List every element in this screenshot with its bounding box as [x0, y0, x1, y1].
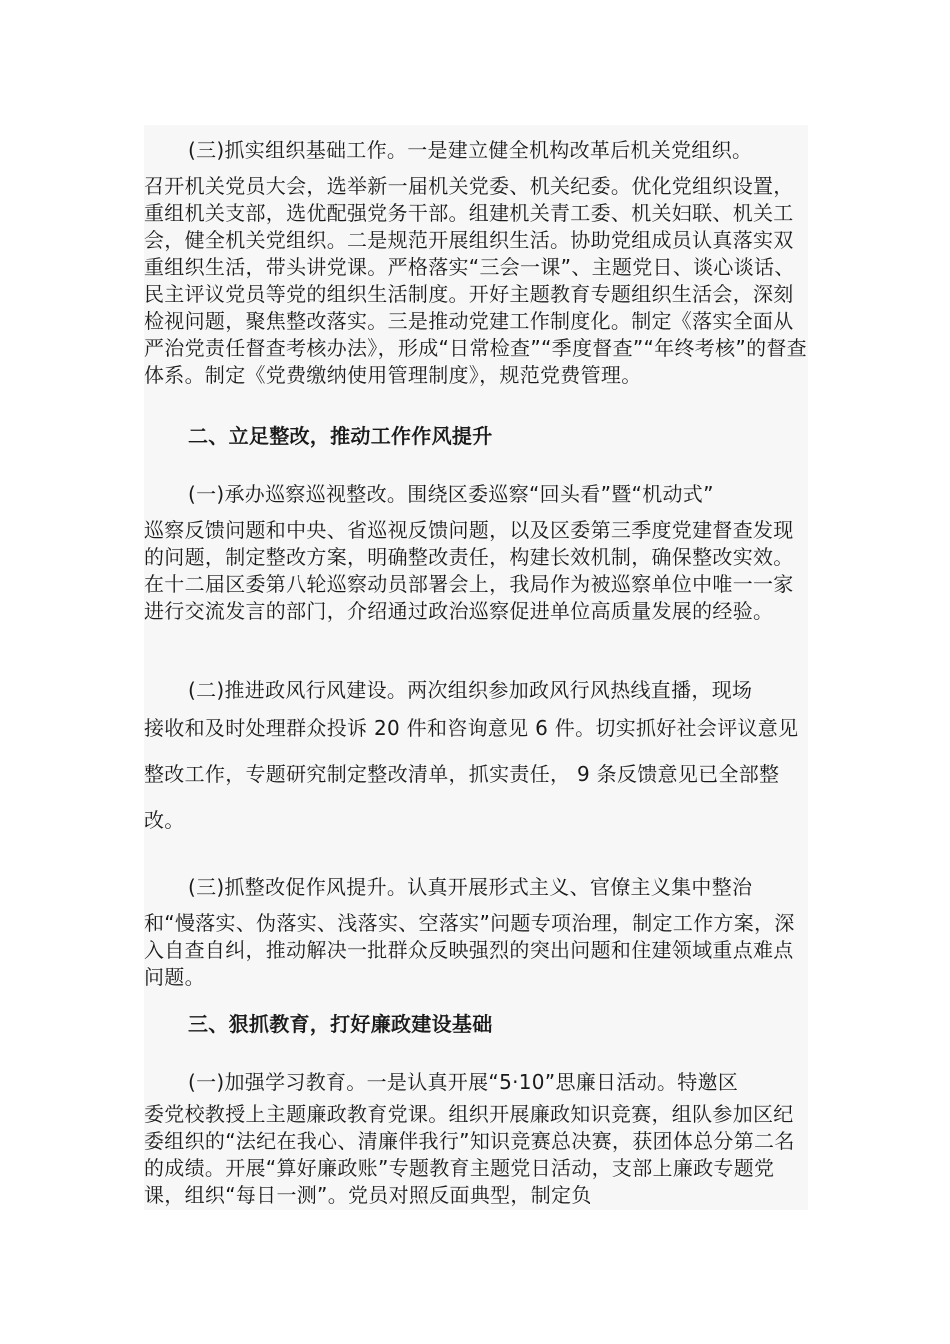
paragraph-body: 接收和及时处理群众投诉 20 件和咨询意见 6 件。切实抓好社会评议意见整改工作，专题研究制定整改清单，抓实责任， 9 条反馈意见已全部整改。 — [144, 716, 799, 832]
paragraph-body: 巡察反馈问题和中央、省巡视反馈问题，以及区委第三季度党建督查发现的问题，制定整改方案，明确整改责任，构建长效机制，确保整改实效。在十二届区委第八轮巡察动员部署会上，我局作为被巡察单位中唯一一家进行交流发言的部门，介绍通过政治巡察促进单位高质量发展的经验。 — [144, 518, 794, 623]
paragraph-first-line: (一)承办巡察巡视整改。围绕区委巡察“回头看”暨“机动式” — [188, 482, 714, 506]
paragraph-work-style — [144, 675, 808, 843]
paragraph-study-education — [144, 1067, 808, 1209]
paragraph-first-line: (二)推进政风行风建设。两次组织参加政风行风热线直播，现场 — [188, 678, 753, 702]
document-page — [144, 125, 808, 1210]
paragraph-inspection-rectification — [144, 479, 808, 625]
paragraph-body: 和“慢落实、伪落实、浅落实、空落实”问题专项治理，制定工作方案，深入自查自纠，推动解决一批群众反映强烈的突出问题和住建领域重点难点问题。 — [144, 911, 795, 989]
paragraph-rectification-style — [144, 872, 808, 991]
section-heading-rectification: 二、立足整改，推动工作作风提升 — [188, 424, 493, 448]
paragraph-body: 召开机关党员大会，选举新一届机关党委、机关纪委。优化党组织设置，重组机关支部，选优配强党务干部。组建机关青工委、机关妇联、机关工会，健全机关党组织。二是规范开展组织生活。协助党组成员认真落实双重组织生活，带头讲党课。严格落实“三会一课”、主题党日、谈心谈话、民主评议党员等党的组织生活制度。开好主题教育专题组织生活会，深刻检视问题，聚焦整改落实。三是推动党建工作制度化。制定《落实全面从严治党责任督查考核办法》，形成“日常检查”“季度督查”“年终考核”的督查体系。制定《党费缴纳使用管理制度》，规范党费管理。 — [144, 174, 807, 387]
paragraph-first-line: (三)抓实组织基础工作。一是建立健全机构改革后机关党组织。 — [188, 138, 753, 162]
paragraph-first-line: (三)抓整改促作风提升。认真开展形式主义、官僚主义集中整治 — [188, 875, 753, 899]
paragraph-first-line: (一)加强学习教育。一是认真开展“5·10”思廉日活动。特邀区 — [188, 1070, 739, 1094]
paragraph-body: 委党校教授上主题廉政教育党课。组织开展廉政知识竞赛，组队参加区纪委组织的“法纪在我心、清廉伴我行”知识竞赛总决赛，获团体总分第二名的成绩。开展“算好廉政账”专题教育主题党日活动，支部上廉政专题党课，组织“每日一测”。党员对照反面典型，制定负 — [144, 1102, 795, 1207]
paragraph-organization-basics — [144, 135, 808, 389]
section-heading-education: 三、狠抓教育，打好廉政建设基础 — [188, 1012, 493, 1036]
